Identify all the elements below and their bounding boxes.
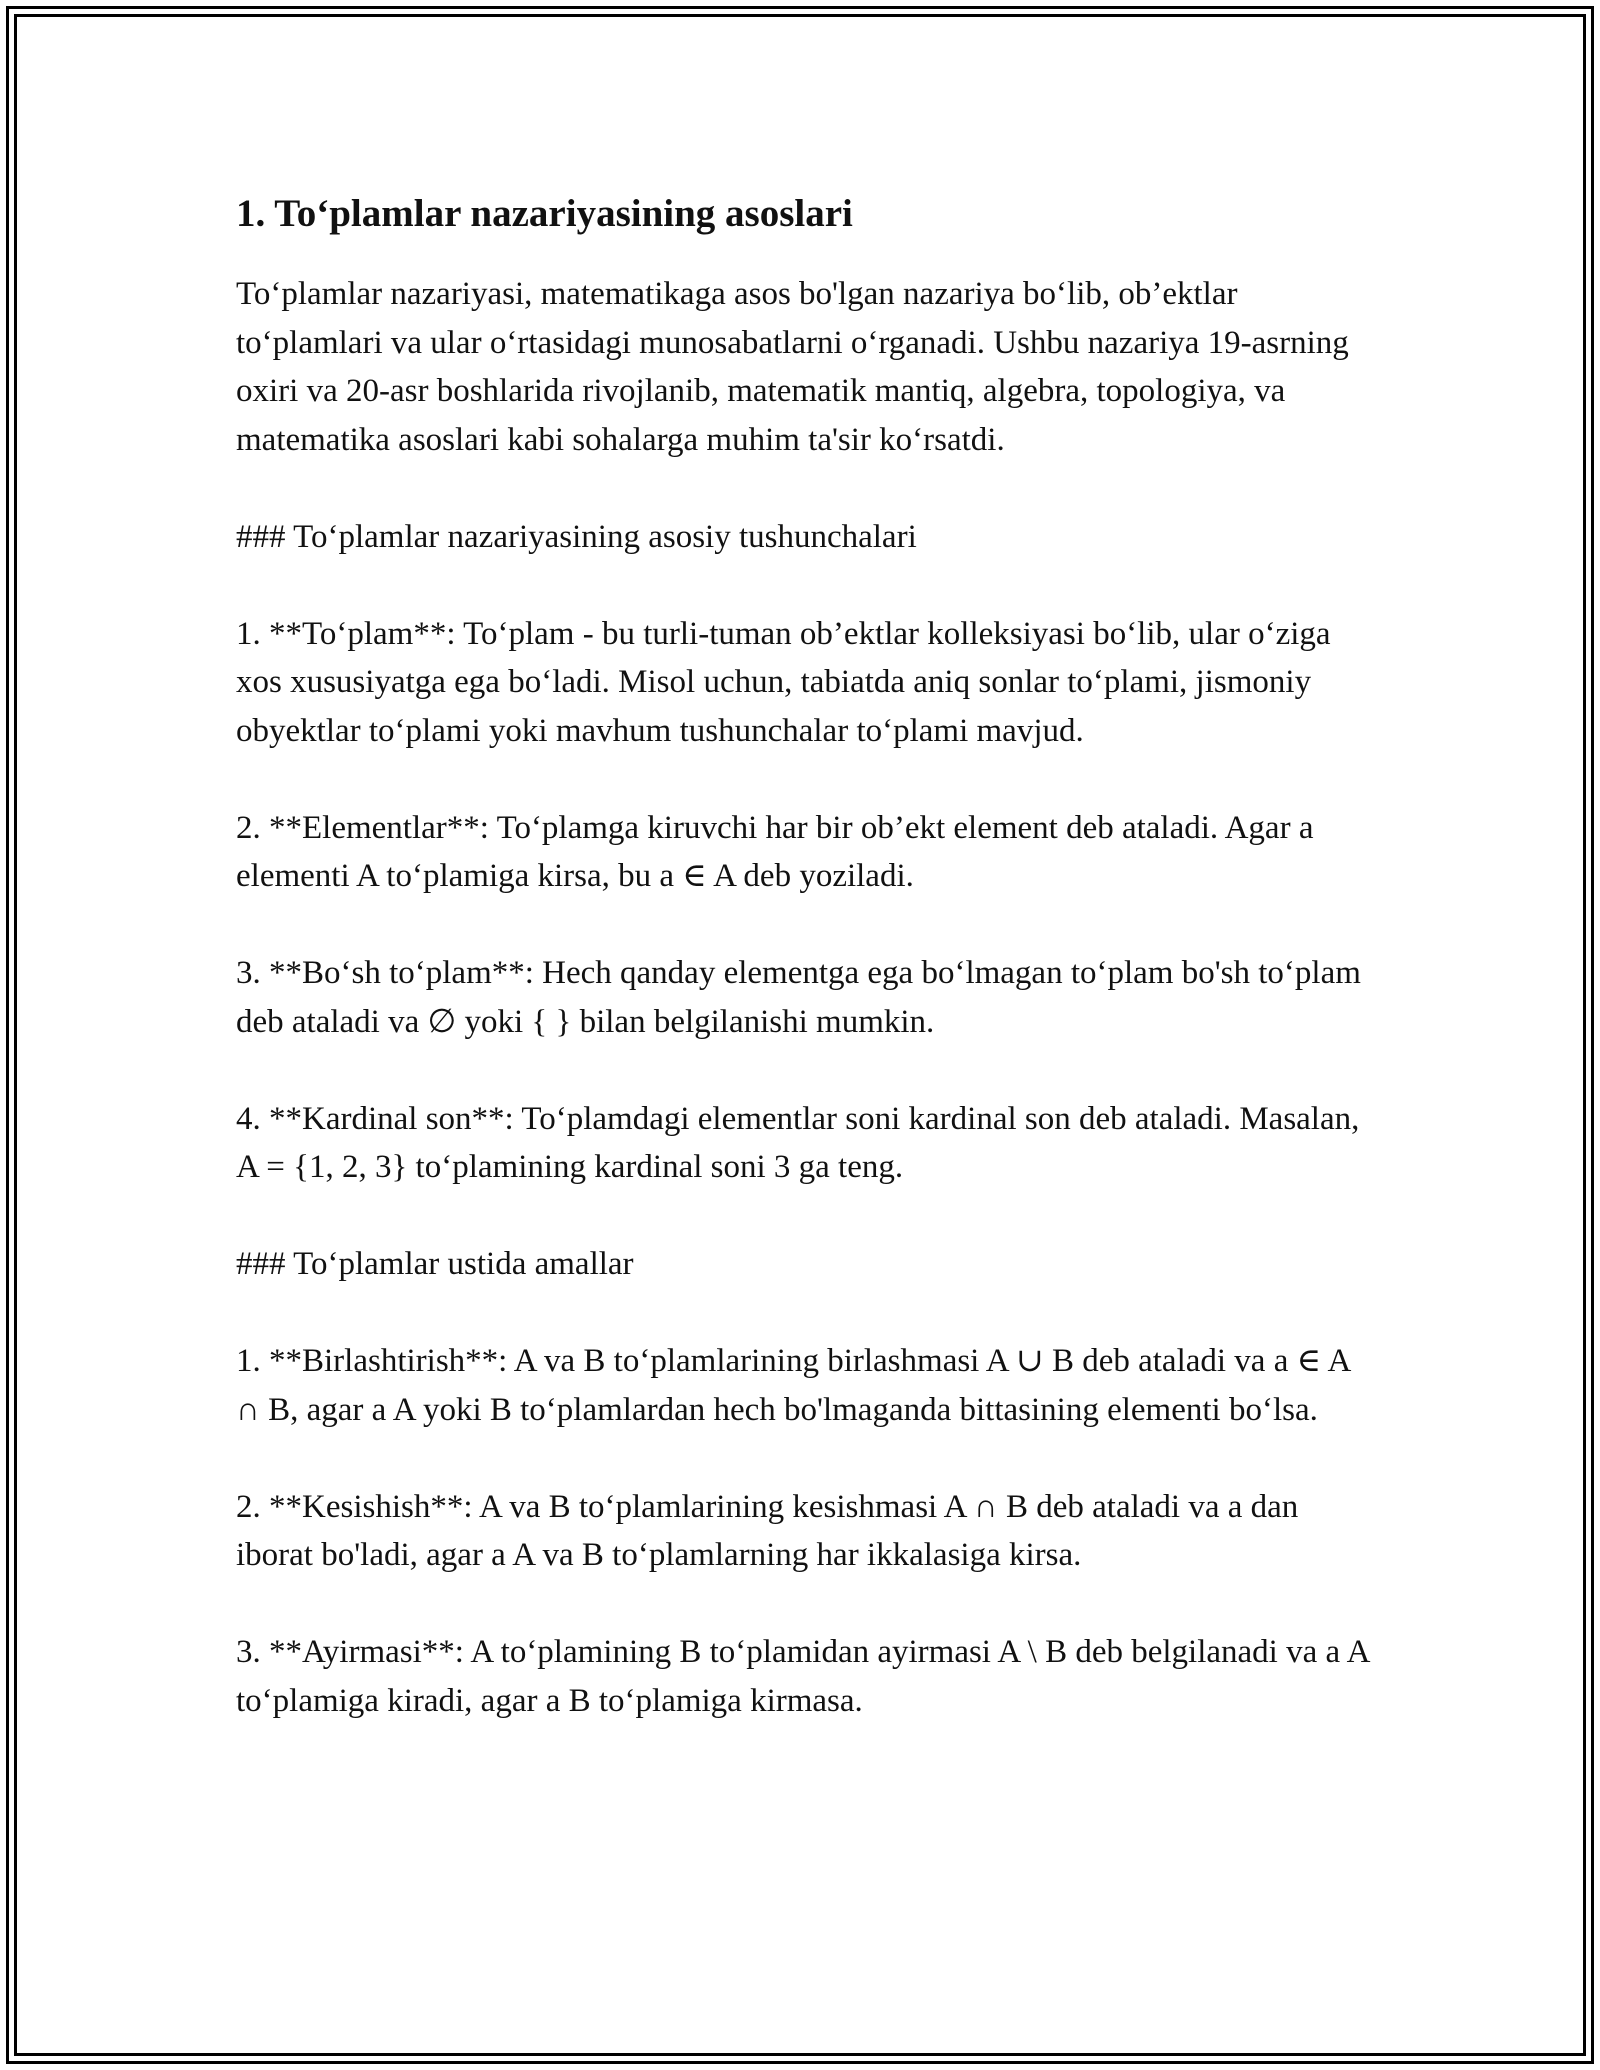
spacer xyxy=(236,1289,1376,1338)
operation-item-difference: 3. **Ayirmasi**: A to‘plamining B to‘plamidan ayirmasi A \ B deb belgilanadi va a A to‘plamiga kiradi, agar a B to‘plamiga kirmasa. xyxy=(236,1634,1369,1719)
concept-item-set: 1. **To‘plam**: To‘plam - bu turli-tuman ob’ektlar kolleksiyasi bo‘lib, ular o‘ziga xos xususiyatga ega bo‘ladi. Misol uchun, tabiatda aniq sonlar to‘plami, jismoniy obyektlar to‘plami yoki mavhum tushunchalar to‘plami mavjud. xyxy=(236,615,1331,749)
document-title: 1. To‘plamlar nazariyasining asoslari xyxy=(236,192,853,235)
spacer xyxy=(236,1046,1376,1095)
spacer xyxy=(236,901,1376,950)
spacer xyxy=(236,464,1376,513)
spacer xyxy=(236,1434,1376,1483)
concept-item-elements: 2. **Elementlar**: To‘plamga kiruvchi har bir ob’ekt element deb ataladi. Agar a elementi A to‘plamiga kirsa, bu a ∈ A deb yoziladi. xyxy=(236,809,1314,894)
concept-item-cardinal: 4. **Kardinal son**: To‘plamdagi elementlar soni kardinal son deb ataladi. Masalan, A = {1, 2, 3} to‘plamining kardinal soni 3 ga teng. xyxy=(236,1100,1360,1185)
section-heading-operations: ### To‘plamlar ustida amallar xyxy=(236,1246,634,1282)
operation-item-intersection: 2. **Kesishish**: A va B to‘plamlarining kesishmasi A ∩ B deb ataladi va a dan iborat bo'ladi, agar a A va B to‘plamlarning har ikkalasiga kirsa. xyxy=(236,1488,1299,1573)
spacer xyxy=(236,1192,1376,1241)
concept-item-empty-set: 3. **Bo‘sh to‘plam**: Hech qanday elementga ega bo‘lmagan to‘plam bo'sh to‘plam deb ataladi va ∅ yoki { } bilan belgilanishi mumkin. xyxy=(236,955,1361,1040)
intro-paragraph: To‘plamlar nazariyasi, matematikaga asos bo'lgan nazariya bo‘lib, ob’ektlar to‘plamlari va ular o‘rtasidagi munosabatlarni o‘rganadi. Ushbu nazariya 19-asrning oxiri va 20-asr boshlarida rivojlanib, matematik mantiq, algebra, topologiya, va matematika asoslari kabi sohalarga muhim ta'sir ko‘rsatdi. xyxy=(236,276,1349,458)
spacer xyxy=(236,1580,1376,1629)
document-body xyxy=(236,188,1376,1725)
operation-item-union: 1. **Birlashtirish**: A va B to‘plamlarining birlashmasi A ∪ B deb ataladi va a ∈ A ∩ B, agar a A yoki B to‘plamlardan hech bo'lmaganda bittasining elementi bo‘lsa. xyxy=(236,1343,1350,1428)
spacer xyxy=(236,561,1376,610)
section-heading-concepts: ### To‘plamlar nazariyasining asosiy tushunchalari xyxy=(236,518,917,555)
spacer xyxy=(236,755,1376,804)
